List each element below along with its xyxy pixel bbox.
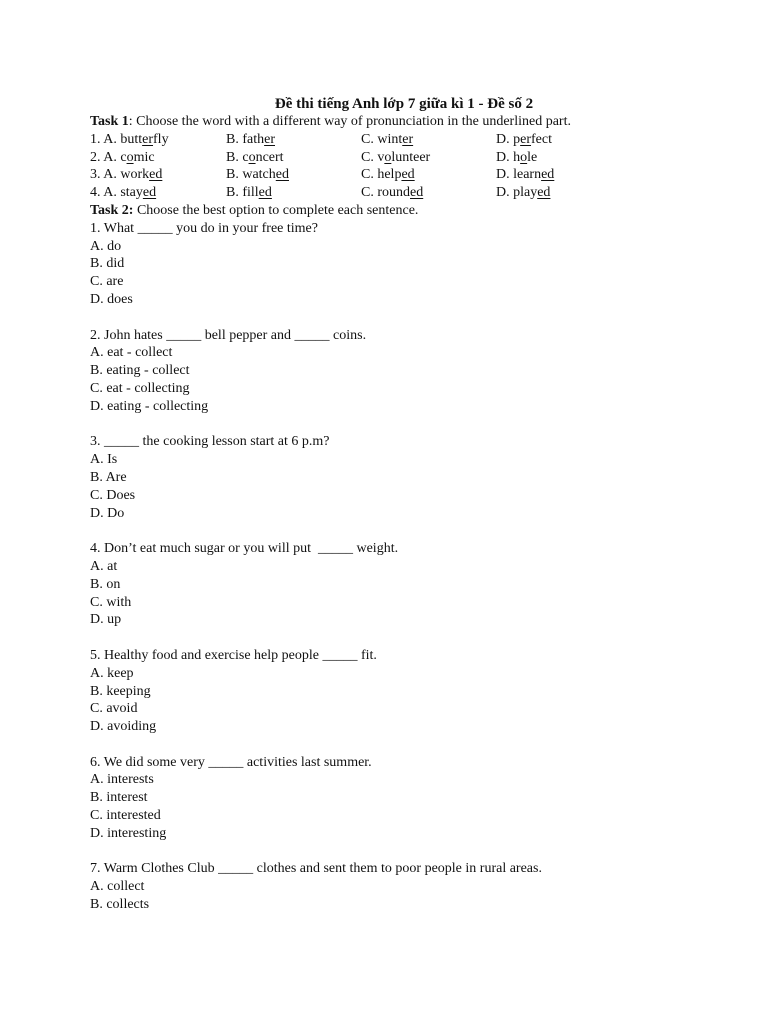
answer-option: A. at xyxy=(90,558,118,574)
task1-label: Task 1 xyxy=(90,114,129,129)
question-text: 1. What _____ you do in your free time? xyxy=(90,220,318,236)
option-text: B. fath xyxy=(226,131,265,147)
option-text: B. c xyxy=(226,149,249,165)
task1-option xyxy=(361,131,496,149)
underlined-part: o xyxy=(248,149,256,165)
task1-heading xyxy=(90,113,710,131)
answer-option: B. interest xyxy=(90,790,148,806)
task2-instruction: Choose the best option to complete each sentence. xyxy=(133,202,419,218)
answer-option: C. avoid xyxy=(90,701,138,717)
task1-option xyxy=(496,184,631,202)
answer-option: A. interests xyxy=(90,772,154,788)
underlined-part: ed xyxy=(149,167,163,183)
underlined-part: ed xyxy=(537,185,551,201)
task1-option xyxy=(226,166,361,184)
answer-option: A. eat - collect xyxy=(90,345,173,361)
question-spacer xyxy=(90,522,710,540)
answer-option: D. interesting xyxy=(90,825,167,841)
underlined-part: ed xyxy=(410,185,424,201)
option-text: 2. A. c xyxy=(90,149,127,165)
answer-option: A. collect xyxy=(90,879,145,895)
question-text: 5. Healthy food and exercise help people _____ fit. xyxy=(90,647,377,663)
underlined-part: o xyxy=(126,149,134,165)
question-text: 7. Warm Clothes Club _____ clothes and sent them to poor people in rural areas. xyxy=(90,861,542,877)
task1-option xyxy=(361,149,496,167)
answer-option: C. eat - collecting xyxy=(90,380,190,396)
question-text: 3. _____ the cooking lesson start at 6 p.m? xyxy=(90,434,330,450)
answer-option: B. did xyxy=(90,256,125,272)
answer-option: D. avoiding xyxy=(90,719,157,735)
task1-option xyxy=(361,184,496,202)
underlined-part: ed xyxy=(541,167,555,183)
task1-table xyxy=(90,131,710,202)
underlined-part: er xyxy=(402,131,414,147)
question-spacer xyxy=(90,629,710,647)
task1-option xyxy=(496,131,631,149)
answer-option: A. keep xyxy=(90,665,134,681)
option-text: B. fill xyxy=(226,185,259,201)
document-title: Đề thi tiếng Anh lớp 7 giữa kì 1 - Đề số 2 xyxy=(274,96,534,112)
answer-option: D. eating - collecting xyxy=(90,398,209,414)
option-text: ncert xyxy=(255,149,284,165)
option-text: fect xyxy=(531,131,552,147)
option-text: 4. A. stay xyxy=(90,185,143,201)
task1-row xyxy=(90,149,710,167)
question-text: 2. John hates _____ bell pepper and _____ coins. xyxy=(90,327,367,343)
answer-option: B. keeping xyxy=(90,683,151,699)
question-spacer xyxy=(90,736,710,754)
option-text: C. round xyxy=(361,185,410,201)
option-text: fly xyxy=(153,131,169,147)
option-text: le xyxy=(527,149,538,165)
underlined-part: ed xyxy=(142,185,157,201)
question-spacer xyxy=(90,416,710,434)
task1-option xyxy=(361,166,496,184)
option-text: B. watch xyxy=(226,167,276,183)
answer-option: C. are xyxy=(90,274,124,290)
answer-option: A. Is xyxy=(90,452,118,468)
underlined-part: er xyxy=(520,131,532,147)
task1-row xyxy=(90,184,710,202)
question-text: 6. We did some very _____ activities last summer. xyxy=(90,754,372,770)
answer-option: C. with xyxy=(90,594,132,610)
underlined-part: o xyxy=(384,149,392,165)
task2-heading xyxy=(90,202,710,220)
option-text: C. wint xyxy=(361,131,403,147)
option-text: lunteer xyxy=(391,149,431,165)
option-text: D. p xyxy=(496,131,521,147)
option-text: D. learn xyxy=(496,167,542,183)
answer-option: D. up xyxy=(90,612,122,628)
answer-option: D. Do xyxy=(90,505,125,521)
task1-option xyxy=(226,149,361,167)
answer-option: B. Are xyxy=(90,469,127,485)
option-text: 1. A. butt xyxy=(90,131,143,147)
answer-option: B. collects xyxy=(90,897,150,913)
answer-option: C. Does xyxy=(90,487,136,503)
task1-row xyxy=(90,166,710,184)
answer-option: B. on xyxy=(90,576,121,592)
option-text: D. h xyxy=(496,149,521,165)
answer-option: A. do xyxy=(90,238,122,254)
task1-option xyxy=(90,184,226,202)
underlined-part: o xyxy=(520,149,528,165)
task1-instruction: : Choose the word with a different way of pronunciation in the underlined part. xyxy=(128,114,571,129)
question-spacer xyxy=(90,843,710,861)
underlined-part: er xyxy=(264,131,275,147)
task1-row xyxy=(90,131,710,149)
option-text: mic xyxy=(133,149,155,165)
answer-option: D. does xyxy=(90,291,133,307)
question-spacer xyxy=(90,309,710,327)
option-text: C. v xyxy=(361,149,385,165)
option-text: D. play xyxy=(496,185,538,201)
task1-option xyxy=(496,149,631,167)
option-text: C. help xyxy=(361,167,402,183)
task1-option xyxy=(90,131,226,149)
task2-label: Task 2: xyxy=(90,202,134,218)
underlined-part: ed xyxy=(258,185,272,201)
option-text: 3. A. work xyxy=(90,167,150,183)
task1-option xyxy=(226,184,361,202)
question-text: 4. Don’t eat much sugar or you will put _____ weight. xyxy=(90,541,399,557)
underlined-part: ed xyxy=(401,167,415,183)
answer-option: B. eating - collect xyxy=(90,363,190,379)
task1-option xyxy=(90,166,226,184)
task1-option xyxy=(226,131,361,149)
task1-option xyxy=(90,149,226,167)
task2-questions xyxy=(90,220,710,914)
underlined-part: ed xyxy=(275,167,289,183)
task1-option xyxy=(496,166,631,184)
document-page xyxy=(90,95,710,914)
underlined-part: er xyxy=(142,131,154,147)
answer-option: C. interested xyxy=(90,808,161,824)
